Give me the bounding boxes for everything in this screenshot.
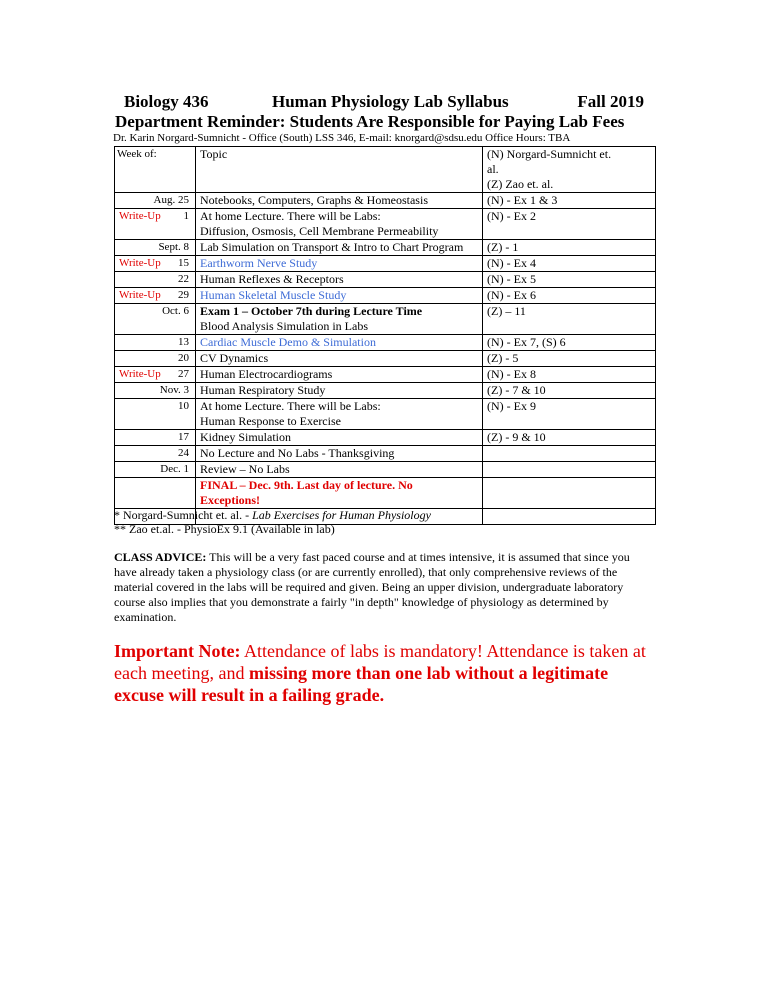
week-date: Sept. 8 [158,241,189,253]
topic-line: Exceptions! [200,493,260,507]
topic-line: No Lecture and No Labs - Thanksgiving [200,446,395,460]
week-cell [115,288,196,304]
schedule-row [115,240,656,256]
topic-line: Earthworm Nerve Study [200,256,318,270]
reference-header-line: al. [487,162,499,176]
week-date: 17 [178,431,189,443]
week-date: 22 [178,273,189,285]
important-note [114,640,654,706]
reference-cell: (N) - Ex 6 [483,288,656,304]
topic-cell [196,399,483,430]
topic-line: Cardiac Muscle Demo & Simulation [200,335,376,349]
topic-line: At home Lecture. There will be Labs: [200,209,381,223]
week-column-header: Week of: [115,147,196,193]
topic-line: Kidney Simulation [200,430,291,444]
week-cell [115,462,196,478]
week-cell [115,256,196,272]
term: Fall 2019 [577,92,644,111]
topic-cell [196,304,483,335]
topic-cell [196,256,483,272]
topic-cell [196,272,483,288]
reference-cell: (N) - Ex 5 [483,272,656,288]
topic-line: Human Skeletal Muscle Study [200,288,347,302]
reference-cell: (N) - Ex 9 [483,399,656,430]
topic-line: Lab Simulation on Transport & Intro to Chart Program [200,240,464,254]
week-cell [115,209,196,240]
reference-2: ** Zao et.al. - PhysioEx 9.1 (Available in lab) [114,522,335,536]
schedule-row [115,462,656,478]
reference-column-header [483,147,656,193]
topic-line: FINAL – Dec. 9th. Last day of lecture. No [200,478,413,492]
week-cell [115,399,196,430]
write-up-label: Write-Up [119,257,161,269]
week-cell [115,351,196,367]
important-note-warning: missing more than one lab without a legitimate excuse will result in a failing grade. [114,663,609,705]
schedule-row [115,399,656,430]
week-date: Nov. 3 [159,384,189,396]
week-date: Oct. 6 [162,305,189,317]
reference-cell: (Z) - 9 & 10 [483,430,656,446]
table-header-row [115,147,656,193]
reference-1 [114,508,431,522]
schedule-row [115,335,656,351]
topic-line: Human Reflexes & Receptors [200,272,344,286]
schedule-row [115,209,656,240]
topic-line: Diffusion, Osmosis, Cell Membrane Permeability [200,224,439,238]
schedule-row [115,430,656,446]
week-date: 1 [183,210,189,222]
week-date: 10 [178,400,189,412]
reference-cell: (Z) - 7 & 10 [483,383,656,399]
topic-cell [196,193,483,209]
schedule-row [115,304,656,335]
schedule-row [115,446,656,462]
course-number: Biology 436 [124,92,209,111]
schedule-row [115,288,656,304]
topic-line: Human Respiratory Study [200,383,326,397]
reference-cell [483,509,656,525]
important-note-text: Attendance of labs is mandatory! Attendance is taken at each meeting, and [114,641,646,683]
reference-cell: (Z) - 5 [483,351,656,367]
reference-1-title: Lab Exercises for Human Physiology [252,508,431,522]
schedule-row [115,193,656,209]
week-cell [115,383,196,399]
reference-1-author: * Norgard-Sumnicht et. al. - [114,508,253,522]
reference-cell [483,462,656,478]
class-advice [114,550,654,625]
write-up-label: Write-Up [119,368,161,380]
textbook-references [114,508,431,536]
week-cell [115,304,196,335]
week-date: 20 [178,352,189,364]
schedule-row [115,478,656,509]
reference-header-line: (Z) Zao et. al. [487,177,554,191]
week-date: 15 [178,257,189,269]
reference-cell [483,478,656,509]
week-date: Aug. 25 [153,194,189,206]
reference-cell: (N) - Ex 2 [483,209,656,240]
schedule-row [115,351,656,367]
topic-cell [196,383,483,399]
week-cell [115,430,196,446]
week-date: 24 [178,447,189,459]
week-cell [115,367,196,383]
schedule-row [115,272,656,288]
reference-cell: (Z) – 11 [483,304,656,335]
class-advice-label: CLASS ADVICE: [114,550,207,564]
syllabus-title: Human Physiology Lab Syllabus [272,92,509,111]
topic-line: Exam 1 – October 7th during Lecture Time [200,304,423,318]
topic-line: CV Dynamics [200,351,269,365]
week-date: Dec. 1 [160,463,189,475]
reference-header-line: (N) Norgard-Sumnicht et. [487,147,612,161]
reference-cell: (N) - Ex 8 [483,367,656,383]
topic-cell [196,335,483,351]
topic-line: Notebooks, Computers, Graphs & Homeostasis [200,193,428,207]
week-cell [115,240,196,256]
week-cell [115,478,196,509]
schedule-row [115,367,656,383]
reference-cell [483,446,656,462]
department-reminder: Department Reminder: Students Are Responsible for Paying Lab Fees [115,112,625,131]
topic-cell [196,430,483,446]
topic-cell [196,367,483,383]
topic-cell [196,209,483,240]
schedule-row [115,256,656,272]
week-cell [115,446,196,462]
reference-cell: (N) - Ex 1 & 3 [483,193,656,209]
instructor-contact: Dr. Karin Norgard-Sumnicht - Office (South) LSS 346, E-mail: knorgard@sdsu.edu Office Hours: TBA [113,132,571,144]
syllabus-title-line [124,92,644,112]
schedule-row [115,383,656,399]
reference-cell: (N) - Ex 4 [483,256,656,272]
topic-line: Human Electrocardiograms [200,367,333,381]
week-cell [115,272,196,288]
topic-cell [196,288,483,304]
topic-line: Blood Analysis Simulation in Labs [200,319,369,333]
week-cell [115,193,196,209]
reference-cell: (Z) - 1 [483,240,656,256]
topic-line: Review – No Labs [200,462,290,476]
topic-line: At home Lecture. There will be Labs: [200,399,381,413]
reference-cell: (N) - Ex 7, (S) 6 [483,335,656,351]
week-cell [115,335,196,351]
topic-cell [196,446,483,462]
week-date: 29 [178,289,189,301]
write-up-label: Write-Up [119,210,161,222]
week-date: 13 [178,336,189,348]
topic-cell [196,351,483,367]
topic-cell [196,462,483,478]
topic-line: Human Response to Exercise [200,414,341,428]
write-up-label: Write-Up [119,289,161,301]
schedule-table [114,146,656,525]
topic-column-header: Topic [196,147,483,193]
topic-cell [196,240,483,256]
week-date: 27 [178,368,189,380]
topic-cell [196,478,483,509]
class-advice-text: This will be a very fast paced course and at times intensive, it is assumed that since you have already taken a physiology class (or are currently enrolled), that only comprehensive reviews of the material covered in the labs will be required and given. Being an upper division, undergraduate laboratory course also implies that you demonstrate a fairly "in depth" knowledge of physiology as determined by examination. [114,550,630,624]
important-note-label: Important Note: [114,641,241,661]
